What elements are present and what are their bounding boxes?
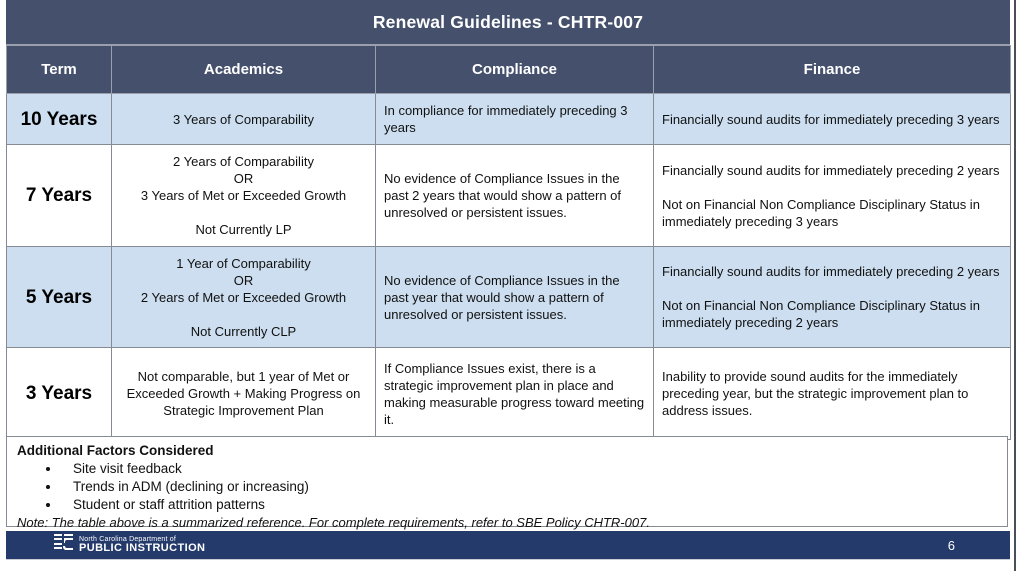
slide-footer-bar — [6, 531, 1010, 559]
ncdpi-logo-icon — [54, 533, 74, 557]
column-header-finance: Finance — [654, 46, 1011, 94]
term-value: 5 Years — [7, 247, 112, 348]
column-header-term: Term — [7, 46, 112, 94]
compliance-value: No evidence of Compliance Issues in the past 2 years that would show a pattern of unresolved or persistent issues. — [376, 145, 654, 247]
footer-org-name-bold: PUBLIC INSTRUCTION — [79, 541, 206, 554]
table-row-7-years — [7, 145, 1011, 247]
finance-value: Inability to provide sound audits for the immediately preceding year, but the strategic improvement plan to address issues. — [654, 348, 1011, 440]
academics-value: 1 Year of Comparability OR 2 Years of Met or Exceeded Growth Not Currently CLP — [112, 247, 376, 348]
additional-factors-list — [17, 460, 997, 514]
column-header-academics: Academics — [112, 46, 376, 94]
footer-org-name-small: North Carolina Department of — [79, 535, 177, 543]
table-row-3-years — [7, 348, 1011, 440]
table-row-5-years — [7, 247, 1011, 348]
term-value: 3 Years — [7, 348, 112, 440]
finance-value: Financially sound audits for immediately preceding 2 years Not on Financial Non Compliance Disciplinary Status in immediately preceding 3 years — [654, 145, 1011, 247]
viewer-right-edge — [1014, 0, 1016, 571]
renewal-guidelines-table — [6, 45, 1011, 440]
additional-factors-box — [6, 436, 1008, 530]
table-row-10-years — [7, 94, 1011, 145]
list-item: • Trends in ADM (declining or increasing) — [61, 478, 997, 496]
academics-value: 2 Years of Comparability OR 3 Years of Met or Exceeded Growth Not Currently LP — [112, 145, 376, 247]
column-header-compliance: Compliance — [376, 46, 654, 94]
finance-value: Financially sound audits for immediately preceding 2 years Not on Financial Non Compliance Disciplinary Status in immediately preceding 2 years — [654, 247, 1011, 348]
compliance-value: In compliance for immediately preceding 3 years — [376, 94, 654, 145]
term-value: 10 Years — [7, 94, 112, 145]
compliance-value: If Compliance Issues exist, there is a strategic improvement plan in place and making measurable progress toward meeting it. — [376, 348, 654, 440]
page-title: Renewal Guidelines - CHTR-007 — [372, 11, 644, 32]
finance-value: Financially sound audits for immediately preceding 3 years — [654, 94, 1011, 145]
list-item: • Student or staff attrition patterns — [61, 496, 997, 514]
ncdpi-logo — [54, 533, 205, 557]
term-value: 7 Years — [7, 145, 112, 247]
page-number: 6 — [947, 537, 955, 553]
slide-title-bar — [6, 0, 1010, 45]
academics-value: 3 Years of Comparability — [112, 94, 376, 145]
compliance-value: No evidence of Compliance Issues in the past year that would show a pattern of unresolved or persistent issues. — [376, 247, 654, 348]
table-header-row — [7, 46, 1011, 94]
list-item: • Site visit feedback — [61, 460, 997, 478]
additional-factors-heading: Additional Factors Considered — [17, 443, 214, 458]
slide-bottom-edge — [6, 559, 1010, 560]
academics-value: Not comparable, but 1 year of Met or Exceeded Growth + Making Progress on Strategic Improvement Plan — [112, 348, 376, 440]
policy-note: Note: The table above is a summarized reference. For complete requirements, refer to SBE Policy CHTR-007. — [17, 515, 650, 530]
